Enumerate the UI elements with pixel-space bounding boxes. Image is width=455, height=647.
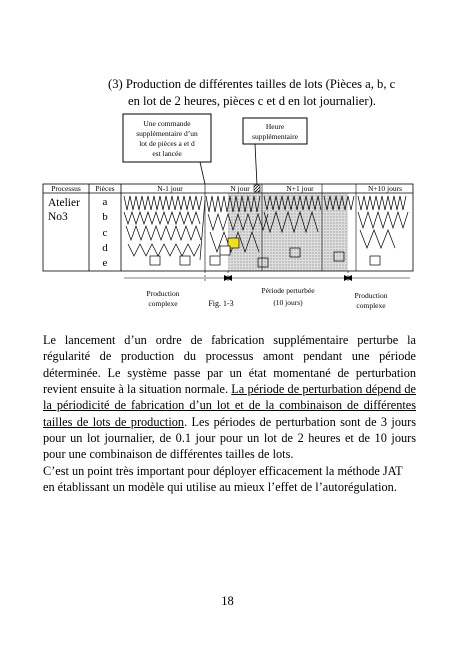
label-duree: (10 jours) xyxy=(273,298,303,307)
col-n-plus-10: N+10 jours xyxy=(367,184,403,193)
callout-left xyxy=(123,114,211,184)
piece-c: c xyxy=(102,227,108,239)
col-n-minus-1: N-1 jour xyxy=(157,184,183,193)
callout-left-line-4: est lancée xyxy=(152,149,182,158)
label-periode-perturbee: Période perturbée xyxy=(261,286,315,295)
row-label-line-2: No3 xyxy=(48,211,68,223)
col-pieces: Pièces xyxy=(95,184,115,193)
piece-b: b xyxy=(102,211,108,223)
heading-line-1: (3) Production de différentes tailles de lots (Pièces a, b, c xyxy=(108,77,396,91)
heading-line-2: en lot de 2 heures, pièces c et d en lot journalier). xyxy=(128,94,376,108)
shaded-period xyxy=(228,193,348,271)
label-production-complexe-left-1: Production xyxy=(146,289,180,298)
piece-a: a xyxy=(102,196,108,208)
label-production-complexe-right-2: complexe xyxy=(356,301,386,310)
callout-right xyxy=(243,118,307,185)
label-production-complexe-right-1: Production xyxy=(354,291,388,300)
callout-right-line-2: supplémentaire xyxy=(252,132,298,141)
callout-left-line-1: Une commande xyxy=(143,119,191,128)
callout-left-line-2: supplémentaire d’un xyxy=(136,129,198,138)
callout-right-line-1: Heure xyxy=(265,122,285,131)
col-n: N jour xyxy=(230,184,250,193)
body-text-b: . Les périodes de perturbation sont de 3 jours pour un lot journalier, de 0.1 jour pour un lot de 2 heures et de 10 jours pour une combinaison de différentes tailles de lots. xyxy=(43,414,417,462)
figure-caption: Fig. 1-3 xyxy=(208,299,234,308)
label-production-complexe-left-2: complexe xyxy=(148,299,178,308)
body-text-c: C’est un point très important pour déployer efficacement la méthode JAT en établissant un modèle qui utilise au mieux l’effet de l’autorégulation. xyxy=(43,463,403,495)
body-paragraph xyxy=(43,332,416,495)
body-text-underlined: La période de perturbation dépend de la périodicité de fabrication d’un lot et de la combinaison de différentes tailles de lots de production xyxy=(43,382,416,429)
page-number: 18 xyxy=(221,594,234,608)
figure-table xyxy=(43,184,413,283)
callout-left-line-3: lot de pièces a et d xyxy=(139,139,195,148)
col-n-plus-1: N+1 jour xyxy=(286,184,314,193)
piece-d: d xyxy=(102,242,108,254)
body-text-a: Le lancement d’un ordre de fabrication supplémentaire perturbe la régularité de production du processus amont pendant une période déterminée. Le système passe par un état momentané de perturbation revient ensuite à la situation normale. xyxy=(43,333,416,397)
row-label-line-1: Atelier xyxy=(48,197,80,209)
piece-e: e xyxy=(102,257,108,269)
col-processus: Processus xyxy=(51,184,81,193)
